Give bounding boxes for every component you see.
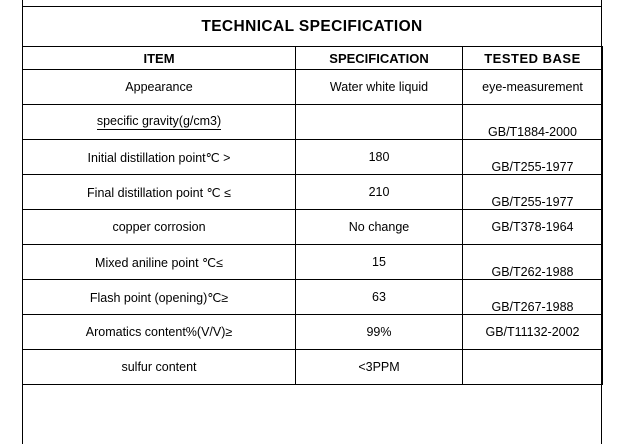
page-title [23, 7, 601, 46]
table-row [23, 350, 603, 385]
cell-item-text: specific gravity(g/cm3) [96, 114, 222, 129]
cell-tested-base: GB/T378-1964 [463, 210, 603, 245]
cell-specification: 63 [296, 280, 463, 315]
table-row [23, 280, 603, 315]
table-header-row [23, 47, 603, 70]
cell-tested-base [463, 175, 603, 210]
cell-item: Aromatics content%(V/V)≥ [23, 315, 296, 350]
cell-tested-base-text: GB/T1884-2000 [488, 125, 577, 139]
cell-tested-base [463, 245, 603, 280]
table-row [23, 105, 603, 140]
table-row [23, 315, 603, 350]
cell-specification: 210 [296, 175, 463, 210]
column-header-tested-base-text: TESTED BASE [484, 50, 581, 66]
cell-item: Mixed aniline point ℃≤ [23, 245, 296, 280]
cell-tested-base-text: GB/T255-1977 [491, 160, 574, 174]
column-header-tested-base [463, 47, 603, 70]
table-row [23, 175, 603, 210]
table-row [23, 140, 603, 175]
cell-specification: 99% [296, 315, 463, 350]
cell-tested-base [463, 280, 603, 315]
cell-specification: Water white liquid [296, 70, 463, 105]
cell-item: Flash point (opening)℃≥ [23, 280, 296, 315]
cell-specification: <3PPM [296, 350, 463, 385]
cell-item: Appearance [23, 70, 296, 105]
cell-item [23, 105, 296, 140]
cell-tested-base [463, 140, 603, 175]
cell-specification: 15 [296, 245, 463, 280]
column-header-specification: SPECIFICATION [296, 47, 463, 70]
cell-tested-base-text: GB/T255-1977 [491, 195, 574, 209]
table-row [23, 210, 603, 245]
cell-specification: No change [296, 210, 463, 245]
page-top-border-stub [22, 0, 602, 7]
table-row [23, 70, 603, 105]
cell-item: Initial distillation point℃ > [23, 140, 296, 175]
cell-item: Final distillation point ℃ ≤ [23, 175, 296, 210]
cell-item: sulfur content [23, 350, 296, 385]
cell-tested-base [463, 350, 603, 385]
technical-specification-table [22, 46, 603, 385]
cell-tested-base-text: GB/T267-1988 [491, 300, 574, 314]
cell-item: copper corrosion [23, 210, 296, 245]
cell-specification: 180 [296, 140, 463, 175]
cell-specification [296, 105, 463, 140]
cell-tested-base-text: GB/T262-1988 [491, 265, 574, 279]
cell-tested-base: eye-measurement [463, 70, 603, 105]
cell-tested-base: GB/T11132-2002 [463, 315, 603, 350]
table-row [23, 245, 603, 280]
cell-tested-base [463, 105, 603, 140]
column-header-item: ITEM [23, 47, 296, 70]
page-title-text: TECHNICAL SPECIFICATION [201, 17, 423, 35]
